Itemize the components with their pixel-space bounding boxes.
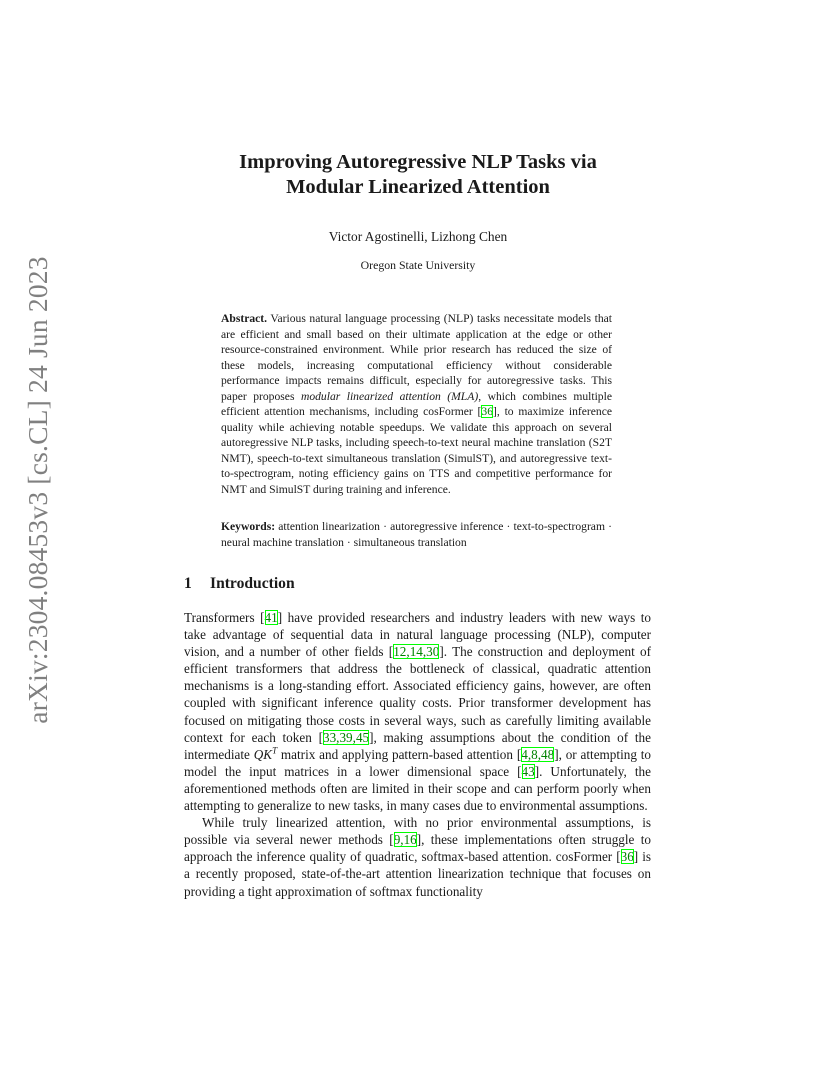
paper-title — [184, 150, 652, 200]
citation-link[interactable]: [ 36 ] — [616, 849, 638, 864]
abstract-emphasis: modular linearized attention (MLA) — [300, 389, 479, 403]
math-expression: $QK^T$ — [253, 745, 278, 762]
section-number: 1 — [184, 575, 192, 592]
para1-text-4: , making assumptions about the condition of the intermediate — [184, 729, 651, 762]
abstract-text-3: , to maximize inference quality while achieving notable speedups. We validate this approach on several autoregressive NLP tasks, including speech-to-text neural machine translation (S2T NMT), speech-to-text simultaneous translation (SimulST), and autoregressive text-to-spectrogram, noting efficiency gains on TTS and competitive performance for NMT and SimulST during training and inference. — [221, 405, 612, 496]
citation-link[interactable]: [ 33,39,45 ] — [319, 730, 374, 745]
citation-link[interactable]: [ 41 ] — [260, 610, 282, 625]
authors: Victor Agostinelli, Lizhong Chen — [328, 229, 508, 244]
abstract-text-2: , which combines multiple efficient attention mechanisms, including cosFormer — [221, 389, 612, 418]
citation-link[interactable]: [ 36 ] — [478, 405, 497, 418]
keywords — [221, 519, 612, 550]
keywords-label: Keywords: — [221, 520, 276, 533]
affiliation: Oregon State University — [360, 258, 476, 272]
body-text — [184, 609, 651, 900]
title-line-2: Modular Linearized Attention — [286, 176, 550, 198]
title-line-1: Improving Autoregressive NLP Tasks via — [239, 151, 597, 173]
citation-link[interactable]: [ 43 ] — [517, 764, 539, 779]
para1-text-5: matrix and applying pattern-based attention — [280, 746, 513, 762]
para1-text-6: , or attempting to model the input matrices in a lower dimensional space — [184, 746, 652, 779]
section-title: Introduction — [210, 575, 295, 592]
para2-text-2: , these implementations often struggle to approach the inference quality of quadratic, softmax-based attention. cosFormer — [184, 832, 651, 865]
paragraph-1 — [184, 609, 651, 814]
para2-text-3: is a recently proposed, state-of-the-art attention linearization technique that focuses on providing a tight approximation of softmax functionality — [184, 849, 651, 899]
para1-text-1: Transformers — [184, 610, 255, 625]
arxiv-identifier-stamp — [18, 256, 58, 724]
abstract-text-1: Various natural language processing (NLP) tasks necessitate models that are efficient and small based on their ultimate application at the edge or other resource-constrained environment. While prior research has reduced the size of these models, increasing computational efficiency without considerable performance impacts remains difficult, especially for autoregressive tasks. This paper proposes — [221, 312, 612, 403]
abstract — [221, 311, 612, 497]
para2-text-1: While truly linearized attention, with no prior environmental assumptions, is possible via several newer methods — [184, 815, 651, 848]
para1-text-2: have provided researchers and industry leaders with new ways to take advantage of sequential data in natural language processing (NLP), computer vision, and a number of other fields — [184, 610, 651, 660]
para1-text-3: . The construction and deployment of efficient transformers that address the bottleneck of classical, quadratic attention mechanisms is a long-standing effort. Associated efficiency gains, however, are often coupled with significant inference quality costs. Prior transformer development has focused on mitigating those costs in several ways, such as carefully limiting available context for each token — [184, 644, 652, 745]
citation-link[interactable]: [ 9,16 ] — [389, 832, 421, 847]
abstract-label: Abstract. — [221, 312, 268, 325]
section-heading — [184, 575, 295, 593]
para1-text-7: . Unfortunately, the aforementioned methods often are limited in their scope and can perform poorly when attempting to generalize to new tasks, in many cases due to environmental assumptions. — [184, 763, 651, 814]
citation-link[interactable]: [ 4,8,48 ] — [517, 747, 559, 762]
citation-link[interactable]: [ 12,14,30 ] — [389, 644, 444, 659]
paragraph-2 — [184, 814, 651, 899]
keywords-text: attention linearization · autoregressive inference · text-to-spectrogram · neural machine translation · simultaneous translation — [221, 520, 612, 549]
arxiv-identifier: arXiv:2304.08453v3 [cs.CL] 24 Jun 2023 — [22, 256, 53, 724]
